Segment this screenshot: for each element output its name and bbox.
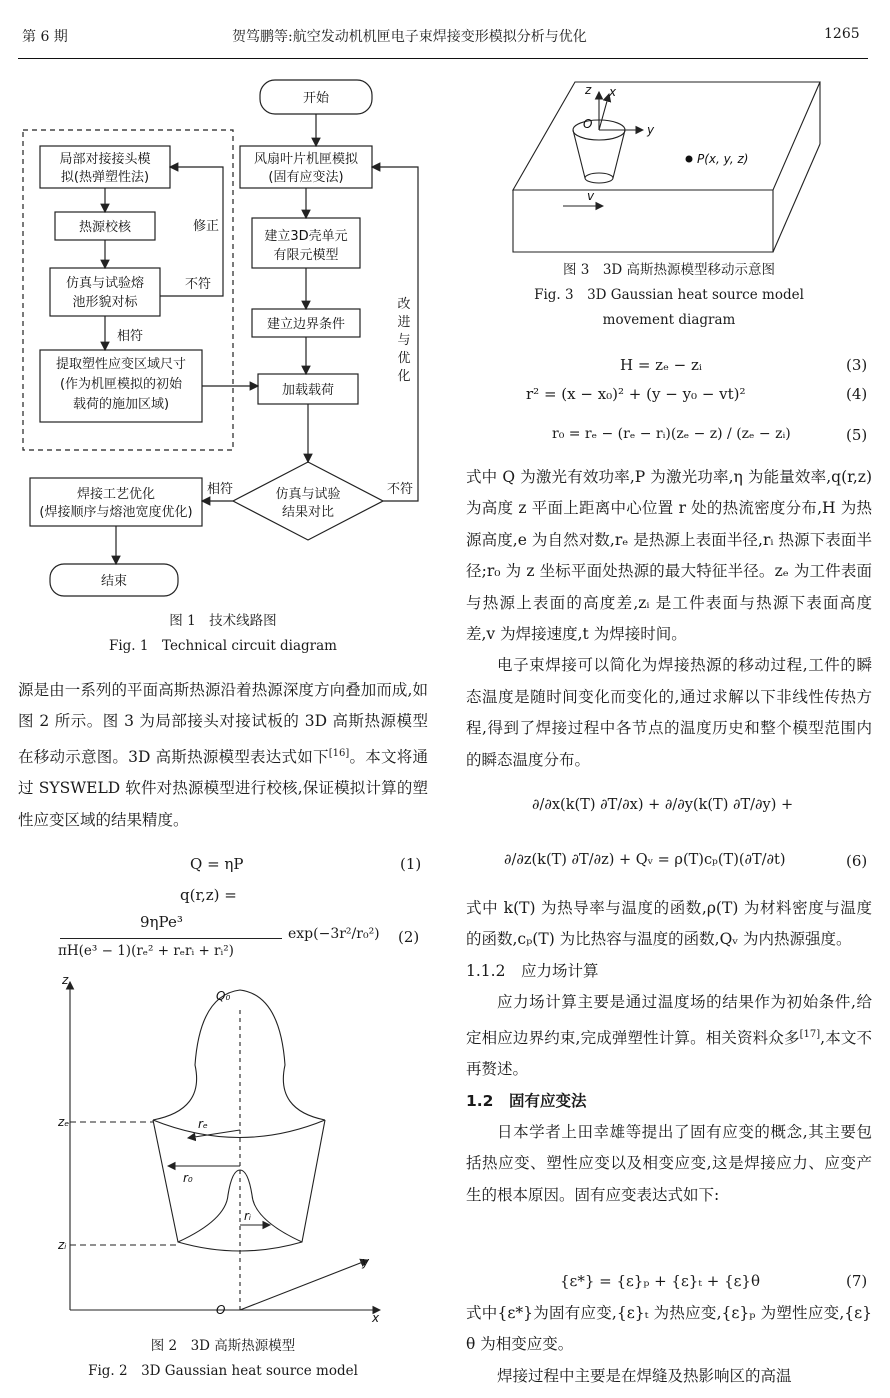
flow-label-improve-4: 优 — [397, 351, 411, 366]
eq7: {ε*} = {ε}ₚ + {ε}ₜ + {ε}θ — [560, 1272, 760, 1290]
flow-node4-l1: 提取塑性应变区域尺寸 — [55, 357, 187, 372]
flow-node7: 建立边界条件 — [266, 317, 346, 332]
flow-label-improve-3: 与 — [397, 333, 411, 348]
fig3-caption-en2: movement diagram — [602, 312, 736, 328]
flow-node4-l2: (作为机匣模拟的初始 — [59, 377, 183, 392]
left-paragraph: 源是由一系列的平面高斯热源沿着热源深度方向叠加而成,如图 2 所示。图 3 为局部接头对接试板的 3D 高斯热源模型在移动示意图。3D 高斯热源模型表达式如下[16]。本文将通过 SYSWELD 软件对热源模型进行校核,保证模拟计算的塑性应变区域的结果精度。 — [18, 681, 428, 829]
fig3-caption-cn: 图 3 3D 高斯热源模型移动示意图 — [562, 262, 776, 278]
flow-node4-l3: 载荷的施加区域) — [72, 397, 170, 412]
right-paragraph-4: 应力场计算主要是通过温度场的结果作为初始条件,给定相应边界约束,完成弹塑性计算。相关资料众多[17],本文不再赘述。 — [466, 993, 872, 1079]
fig3-origin-label: O — [583, 117, 593, 131]
flow-node5-l1: 风扇叶片机匣模拟 — [253, 152, 359, 167]
flow-node3-l1: 仿真与试验熔 — [65, 276, 145, 291]
eq5: r₀ = rₑ − (rₑ − rᵢ)(zₑ − z) / (zₑ − zᵢ) — [552, 426, 791, 442]
fig1-caption-en: Fig. 1 Technical circuit diagram — [108, 638, 337, 654]
fig3-x-label: x — [609, 85, 617, 99]
fig2-zi-label: zᵢ — [58, 1238, 67, 1252]
flow-node9-l1: 仿真与试验 — [275, 487, 341, 502]
right-paragraph-3: 式中 k(T) 为热导率与温度的函数,ρ(T) 为材料密度与温度的函数,cₚ(T) 为比热容与温度的函数,Qᵥ 为内热源强度。 — [466, 899, 872, 949]
fig2-y-label: y — [362, 1255, 370, 1269]
fig3-caption-en1: Fig. 3 3D Gaussian heat source model — [534, 287, 804, 303]
right-paragraph-6: 式中{ε*}为固有应变,{ε}ₜ 为热应变,{ε}ₚ 为塑性应变,{ε}θ 为相变应变。 — [466, 1304, 872, 1354]
fig2-z-label: z — [62, 973, 69, 987]
eq2-denominator: πH(e³ − 1)(rₑ² + rₑrᵢ + rᵢ²) — [58, 943, 234, 959]
eq4-number: (4) — [846, 385, 868, 403]
eq6-number: (6) — [846, 852, 868, 870]
fig3-z-label: z — [585, 83, 592, 97]
eq2-numerator: 9ηPe³ — [140, 913, 183, 931]
right-paragraph-1: 式中 Q 为激光有效功率,P 为激光功率,η 为能量效率,q(r,z) 为高度 z 平面上距离中心位置 r 处的热流密度分布,H 为热源高度,e 为自然对数,rₑ 是热源上表面半径,rᵢ 热源下表面半径;r₀ 为 z 坐标平面处热源的最大特征半径。zₑ 为工件表面与热源上表面的高度差,zᵢ 是工件表面与热源下表面高度差,v 为焊接速度,t 为焊接时间。 — [466, 468, 872, 644]
fig2-re-label: rₑ — [198, 1117, 208, 1131]
figure-3-movement — [505, 72, 825, 258]
figure-1-flowchart — [18, 70, 428, 605]
flow-label-fix: 修正 — [192, 219, 220, 234]
flow-node6-l1: 建立3D壳单元 — [264, 229, 348, 244]
fig3-v-label: v — [587, 189, 595, 203]
flow-node3-l2: 池形貌对标 — [72, 295, 138, 310]
eq4: r² = (x − x₀)² + (y − y₀ − vt)² — [526, 385, 746, 403]
eq1: Q = ηP — [190, 855, 244, 873]
flow-start: 开始 — [302, 91, 330, 106]
fig2-caption-en: Fig. 2 3D Gaussian heat source model — [88, 1363, 358, 1379]
eq6-line1: ∂/∂x(k(T) ∂T/∂x) + ∂/∂y(k(T) ∂T/∂y) + — [532, 797, 794, 813]
section-1-2: 1.2 固有应变法 — [466, 1091, 587, 1110]
fig2-ze-label: zₑ — [58, 1115, 70, 1129]
flow-node6-l2: 有限元模型 — [273, 248, 339, 263]
flow-node1-l1: 局部对接接头模 — [59, 152, 151, 167]
eq6-line2: ∂/∂z(k(T) ∂T/∂z) + Qᵥ = ρ(T)cₚ(T)(∂T/∂t) — [504, 852, 786, 868]
eq7-number: (7) — [846, 1272, 868, 1290]
fig1-caption-cn: 图 1 技术线路图 — [169, 613, 277, 629]
right-paragraph-5: 日本学者上田幸雄等提出了固有应变的概念,其主要包括热应变、塑性应变以及相变应变,这是焊接应力、应变产生的根本原因。固有应变表达式如下: — [466, 1123, 872, 1204]
figure-2-heat-source — [50, 970, 390, 1325]
flow-node10-l2: (焊接顺序与熔池宽度优化) — [39, 505, 193, 520]
flow-node9-l2: 结果对比 — [281, 505, 335, 520]
fig3-y-label: y — [647, 123, 655, 137]
header-rule — [18, 58, 868, 59]
flow-label-match2: 相符 — [206, 482, 234, 497]
eq2-number: (2) — [398, 928, 420, 946]
flow-node5-l2: (固有应变法) — [268, 170, 344, 185]
eq2-exp: exp(−3r²/r₀²) — [288, 926, 380, 942]
right-paragraph-2: 电子束焊接可以简化为焊接热源的移动过程,工件的瞬态温度是随时间变化而变化的,通过求解以下非线性传热方程,得到了焊接过程中各节点的温度历史和整个模型范围内的瞬态温度分布。 — [466, 656, 872, 769]
flow-label-nomatch1: 不符 — [184, 277, 212, 292]
header-issue: 第 6 期 — [22, 29, 68, 45]
eq2-fraction-bar — [60, 938, 282, 939]
fig2-r0-label: r₀ — [183, 1171, 193, 1185]
header-title: 贺笃鹏等:航空发动机机匣电子束焊接变形模拟分析与优化 — [232, 29, 587, 45]
eq5-number: (5) — [846, 426, 868, 444]
fig2-x-label: x — [372, 1311, 380, 1325]
right-paragraph-7: 焊接过程中主要是在焊缝及热影响区的高温 — [497, 1366, 792, 1385]
flow-node1-l2: 拟(热弹塑性法) — [60, 170, 150, 185]
fig2-caption-cn: 图 2 3D 高斯热源模型 — [150, 1338, 296, 1354]
flow-label-improve-5: 化 — [397, 369, 411, 384]
flow-label-nomatch2: 不符 — [386, 482, 414, 497]
fig2-origin-label: O — [216, 1303, 226, 1317]
fig2-ri-label: rᵢ — [244, 1209, 252, 1223]
flow-end: 结束 — [100, 574, 128, 589]
header-page: 1265 — [824, 26, 860, 42]
fig3-point-label: P(x, y, z) — [697, 152, 749, 166]
eq2-lhs: q(r,z) = — [180, 886, 237, 904]
flow-node2: 热源校核 — [78, 220, 132, 235]
section-1-1-2: 1.1.2 应力场计算 — [466, 961, 599, 980]
flow-label-match1: 相符 — [116, 329, 144, 344]
flow-node8: 加载载荷 — [281, 383, 335, 398]
flow-label-improve-1: 改 — [397, 297, 411, 312]
eq3-number: (3) — [846, 356, 868, 374]
eq3: H = zₑ − zᵢ — [620, 356, 702, 374]
flow-node10-l1: 焊接工艺优化 — [76, 487, 156, 502]
fig2-q0-label: Q₀ — [216, 989, 231, 1003]
flow-label-improve-2: 进 — [397, 315, 411, 330]
eq1-number: (1) — [400, 855, 422, 873]
